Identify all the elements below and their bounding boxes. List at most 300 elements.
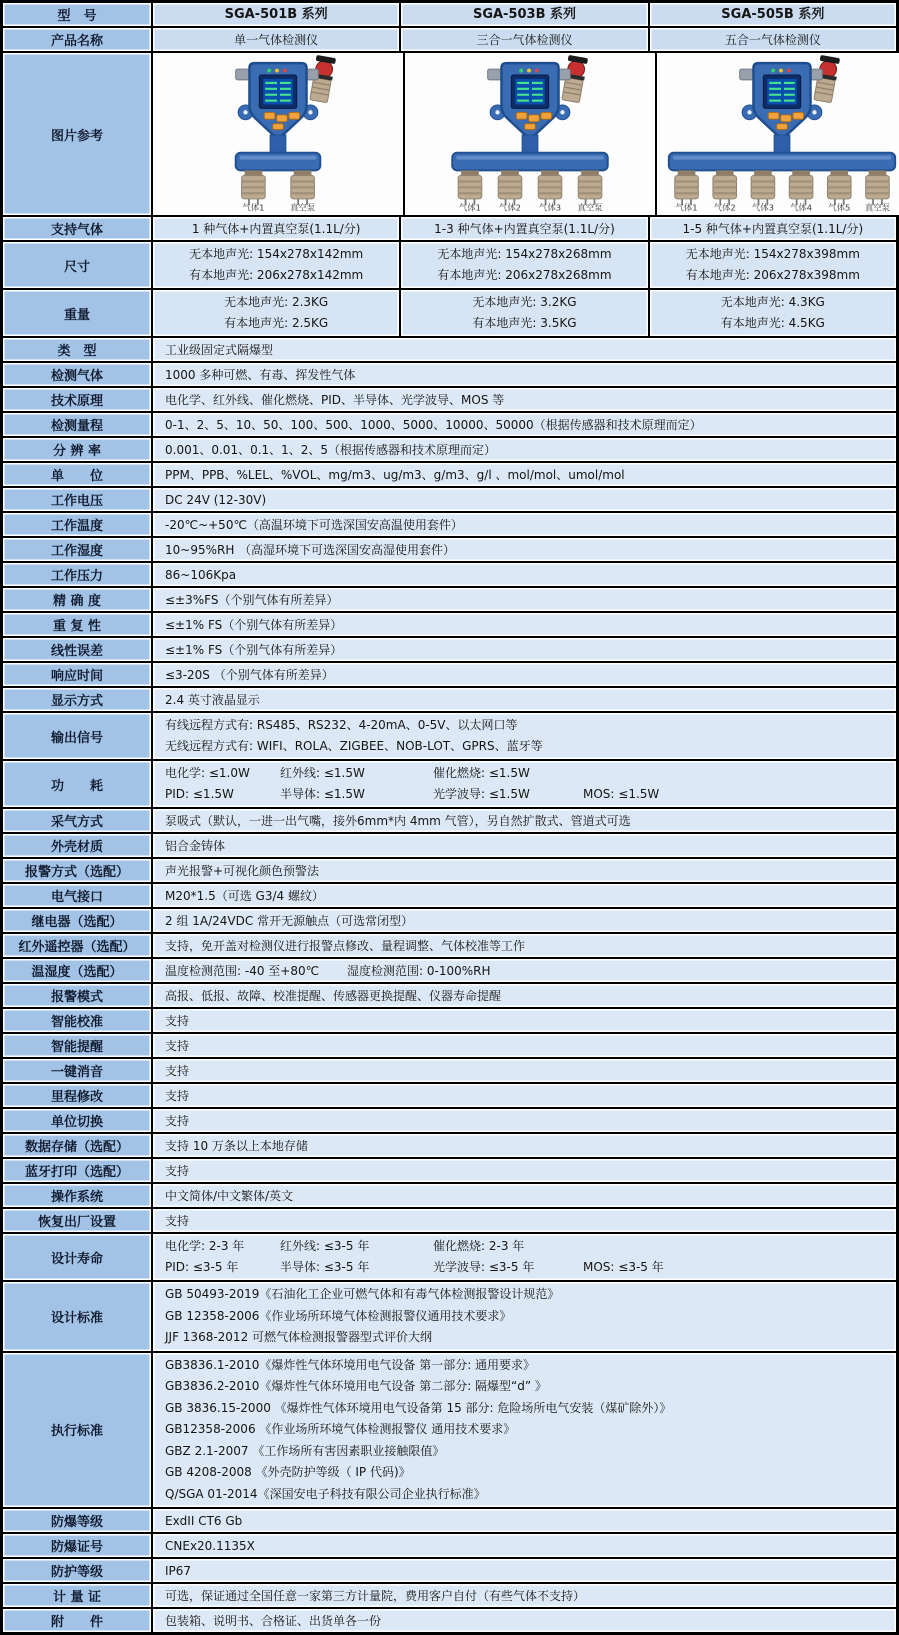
value-segment: 无线远程方式有: WIFI、ROLA、ZIGBEE、NOB-LOT、GPRS、蓝牙等	[165, 739, 543, 753]
cell-line	[165, 937, 525, 955]
value-segment: 支持	[165, 1213, 190, 1228]
row-label-output: 输出信号	[2, 712, 152, 760]
cell-bt-print	[152, 1158, 897, 1183]
table-row-accuracy	[2, 587, 897, 612]
cell-line	[165, 1112, 189, 1130]
row-label-design-std: 设计标准	[2, 1281, 152, 1352]
row-label-type: 类 型	[2, 337, 152, 362]
cell-tech-principle	[152, 387, 897, 412]
cell-line	[165, 641, 342, 659]
cell-line	[165, 366, 355, 384]
value-segment: 支持 10 万条以上本地存储	[165, 1138, 308, 1153]
cell-line: 无本地声光: 154x278x142mm	[189, 247, 364, 261]
cell-line: 无本地声光: 2.3KG	[224, 295, 329, 309]
cell-line: SGA-503B 系列	[472, 6, 577, 22]
value-segment: 铝合金铸体	[165, 838, 226, 853]
value-segment: 86~106Kpa	[165, 567, 237, 582]
value-segment: GB3836.1-2010《爆炸性气体环境用电气设备 第一部分: 通用要求》	[165, 1357, 536, 1372]
value-segment: 可选，保证通过全国任意一家第三方计量院，费用客户自付（有些气体不支持）	[165, 1588, 586, 1603]
cell-line: 1-3 种气体+内置真空泵(1.1L/分)	[434, 221, 615, 236]
cell-os	[152, 1183, 897, 1208]
value-segment: GBZ 2.1-2007 《工作场所有害因素职业接触限值》	[165, 1443, 445, 1458]
sensor-cylinder	[713, 170, 737, 204]
cell-line: 有本地声光: 206x278x398mm	[685, 268, 860, 282]
cell-line: 有本地声光: 206x278x142mm	[189, 268, 364, 282]
value-segment: M20*1.5（可选 G3/4 螺纹）	[165, 888, 324, 903]
table-row-design-std	[2, 1281, 897, 1352]
table-row-range-modify	[2, 1083, 897, 1108]
cell-line: SGA-505B 系列	[721, 6, 825, 22]
cell-product-name-1	[400, 27, 648, 52]
cell-line: 三合一气体检测仪	[476, 32, 573, 47]
table-row-supported-gas	[2, 216, 897, 241]
sensor-label: 真空泵	[290, 202, 316, 213]
cell-line	[165, 1327, 432, 1349]
cell-range	[152, 412, 897, 437]
value-segment: GB 3836.15-2000 《爆炸性气体环境用电气设备第 15 部分: 危险场所电气安装（煤矿除外）》	[165, 1400, 672, 1415]
table-row-resolution	[2, 437, 897, 462]
value-segment: 电化学: ≤1.0W	[165, 766, 250, 780]
cell-line	[165, 591, 338, 609]
sensor-cylinder	[751, 170, 775, 204]
table-row-electrical-port	[2, 883, 897, 908]
table-row-mute	[2, 1058, 897, 1083]
value-segment: 温度检测范围: -40 至+80℃	[165, 963, 320, 978]
value-segment: GB 50493-2019《石油化工企业可燃气体和有毒气体检测报警设计规范》	[165, 1287, 560, 1301]
cell-line	[165, 1419, 515, 1441]
cell-line	[165, 1462, 411, 1484]
value-segment: 支持	[165, 1113, 190, 1128]
cell-line	[165, 1137, 308, 1155]
cell-accessories	[152, 1608, 897, 1633]
table-row-storage	[2, 1133, 897, 1158]
value-segment: 0-1、2、5、10、50、100、500、1000、5000、10000、50000（根据传感器和技术原理而定）	[165, 417, 702, 432]
value-segment: 声光报警+可视化颜色预警法	[165, 863, 320, 878]
cell-supported-gas-0	[152, 216, 400, 241]
cell-supported-gas-1	[400, 216, 648, 241]
cell-line: 无本地声光: 154x278x398mm	[685, 247, 860, 261]
cell-power	[152, 760, 897, 808]
cell-dimensions-0	[152, 241, 400, 289]
table-row-ir-remote	[2, 933, 897, 958]
cell-product-name-2	[649, 27, 897, 52]
cell-line	[165, 912, 413, 930]
row-label-repeatability: 重 复 性	[2, 612, 152, 637]
value-segment: 支持	[165, 1088, 190, 1103]
value-segment: ≤±1% FS（个别气体有所差异）	[165, 617, 343, 632]
row-label-accuracy: 精 确 度	[2, 587, 152, 612]
cell-line	[165, 812, 631, 830]
cell-line: 无本地声光: 4.3KG	[720, 295, 825, 309]
cell-line	[165, 1376, 547, 1398]
table-row-image-ref	[2, 52, 897, 216]
table-row-unit	[2, 462, 897, 487]
cell-type	[152, 337, 897, 362]
sensor-label: 气体1	[242, 202, 265, 213]
value-segment: GB3836.2-2010《爆炸性气体环境用电气设备 第二部分: 隔爆型“d” 》	[165, 1379, 547, 1393]
cell-relay	[152, 908, 897, 933]
row-label-model: 型 号	[2, 2, 152, 27]
row-label-explosion-grade: 防爆等级	[2, 1508, 152, 1533]
table-row-linearity	[2, 637, 897, 662]
cell-response	[152, 662, 897, 687]
cell-smart-cal	[152, 1008, 897, 1033]
sensor-cylinder	[538, 170, 562, 204]
cell-line	[165, 887, 324, 905]
cell-output	[152, 712, 897, 760]
table-row-range	[2, 412, 897, 437]
cell-lifetime	[152, 1233, 897, 1281]
table-row-metering-cert	[2, 1583, 897, 1608]
value-segment: GB 4208-2008 《外壳防护等级（ IP 代码)》	[165, 1465, 411, 1479]
value-segment: 支持	[165, 1038, 190, 1053]
value-segment: 催化燃烧: ≤1.5W	[433, 766, 530, 780]
value-segment: GB12358-2006 《作业场所环境气体检测报警仪 通用技术要求》	[165, 1422, 516, 1436]
row-label-factory-reset: 恢复出厂设置	[2, 1208, 152, 1233]
value-segment: 泵吸式（默认，一进一出气嘴，接外6mm*内 4mm 气管），另自然扩散式、管道式可选	[165, 813, 631, 828]
table-row-power	[2, 760, 897, 808]
cell-line	[165, 962, 491, 980]
cell-line	[165, 491, 266, 509]
cell-linearity	[152, 637, 897, 662]
cell-line	[165, 763, 583, 784]
table-row-bt-print	[2, 1158, 897, 1183]
value-segment: IP67	[165, 1563, 192, 1578]
table-row-exec-std	[2, 1352, 897, 1509]
table-row-temp-humidity	[2, 958, 897, 983]
value-segment: 支持	[165, 1163, 190, 1178]
value-segment: GB 12358-2006《作业场所环境气体检测报警仪通用技术要求》	[165, 1308, 512, 1323]
sensor-cylinder	[827, 170, 851, 204]
value-segment: 湿度检测范围: 0-100%RH	[347, 963, 491, 978]
table-row-factory-reset	[2, 1208, 897, 1233]
row-label-response: 响应时间	[2, 662, 152, 687]
table-row-accessories	[2, 1608, 897, 1633]
cell-line	[165, 1537, 255, 1555]
cell-line	[165, 1062, 189, 1080]
row-label-metering-cert: 计 量 证	[2, 1583, 152, 1608]
gas-detector-device-icon	[659, 55, 899, 213]
sensor-cylinder	[789, 170, 813, 204]
value-segment: 高报、低报、故障、校准提醒、传感器更换提醒、仪器寿命提醒	[165, 988, 502, 1003]
table-row-type	[2, 337, 897, 362]
cell-line	[165, 466, 625, 484]
table-row-alarm-method	[2, 858, 897, 883]
cell-line	[165, 1012, 189, 1030]
value-segment: 工业级固定式隔爆型	[165, 342, 274, 357]
cell-line	[165, 1162, 189, 1180]
table-row-explosion-grade	[2, 1508, 897, 1533]
product-image-2	[656, 52, 899, 216]
sensor-label: 气体3	[538, 202, 562, 213]
cell-line	[165, 1612, 381, 1630]
cell-explosion-cert	[152, 1533, 897, 1558]
cell-line: 无本地声光: 3.2KG	[472, 295, 577, 309]
cell-line	[165, 1187, 293, 1205]
row-label-image-ref: 图片参考	[2, 52, 152, 216]
cell-line	[165, 341, 273, 359]
cell-line	[165, 1484, 486, 1506]
cell-line	[165, 1306, 511, 1328]
cell-line	[165, 862, 319, 880]
row-label-product-name: 产品名称	[2, 27, 152, 52]
value-segment: DC 24V (12-30V)	[165, 492, 267, 507]
row-label-dimensions: 尺寸	[2, 241, 152, 289]
value-segment: （高湿环境下可选深国安高湿使用套件）	[239, 542, 456, 557]
cell-line	[165, 691, 260, 709]
cell-resolution	[152, 437, 897, 462]
row-label-exec-std: 执行标准	[2, 1352, 152, 1509]
row-label-work-temp: 工作温度	[2, 512, 152, 537]
cell-ip-grade	[152, 1558, 897, 1583]
sensor-cylinder	[291, 170, 315, 204]
cell-range-modify	[152, 1083, 897, 1108]
sensor-label: 真空泵	[577, 202, 603, 213]
value-segment: Q/SGA 01-2014《深国安电子科技有限公司企业执行标准》	[165, 1486, 486, 1501]
cell-line	[165, 1398, 671, 1420]
row-label-ir-remote: 红外遥控器（选配）	[2, 933, 152, 958]
cell-design-std	[152, 1281, 897, 1352]
cell-line	[165, 391, 504, 409]
cell-sampling	[152, 808, 897, 833]
sensor-label: 气体3	[751, 202, 774, 213]
value-segment: PID: ≤3-5 年	[165, 1260, 239, 1274]
row-label-temp-humidity: 温湿度（选配）	[2, 958, 152, 983]
sensor-cylinder	[675, 170, 699, 204]
sensor-label: 气体2	[713, 202, 736, 213]
detector-head	[740, 63, 823, 136]
cell-smart-remind	[152, 1033, 897, 1058]
value-segment: MOS: ≤1.5W	[583, 787, 660, 801]
sensor-label: 气体1	[458, 202, 481, 213]
row-label-detect-gas: 检测气体	[2, 362, 152, 387]
value-segment: 光学波导: ≤3-5 年	[433, 1260, 535, 1274]
cell-work-temp	[152, 512, 897, 537]
table-row-detect-gas	[2, 362, 897, 387]
cell-line: 1 种气体+内置真空泵(1.1L/分)	[191, 221, 361, 236]
table-row-smart-remind	[2, 1033, 897, 1058]
cell-humidity	[152, 537, 897, 562]
cell-temp-humidity	[152, 958, 897, 983]
row-label-explosion-cert: 防爆证号	[2, 1533, 152, 1558]
cell-dimensions-2	[649, 241, 897, 289]
cell-weight-0	[152, 289, 400, 337]
row-label-lifetime: 设计寿命	[2, 1233, 152, 1281]
value-segment: 0.001、0.01、0.1、1、2、5（根据传感器和技术原理而定）	[165, 442, 497, 457]
value-segment: 半导体: ≤1.5W	[280, 787, 365, 801]
value-segment: CNEx20.1135X	[165, 1538, 255, 1553]
row-label-humidity: 工作湿度	[2, 537, 152, 562]
value-segment: 支持，免开盖对检测仪进行报警点修改、量程调整、气体校准等工作	[165, 938, 526, 953]
row-label-unit-switch: 单位切换	[2, 1108, 152, 1133]
cell-explosion-grade	[152, 1508, 897, 1533]
cell-line: 有本地声光: 2.5KG	[224, 316, 329, 330]
value-segment: 1000 多种可燃、有毒、挥发性气体	[165, 367, 356, 382]
cell-display	[152, 687, 897, 712]
cell-line	[165, 784, 659, 805]
cell-mute	[152, 1058, 897, 1083]
cell-line	[165, 715, 518, 736]
table-row-explosion-cert	[2, 1533, 897, 1558]
sensor-cylinder	[498, 170, 522, 204]
table-row-shell	[2, 833, 897, 858]
row-label-range: 检测量程	[2, 412, 152, 437]
detector-head	[488, 63, 571, 136]
value-segment: ≤±3%FS（个别气体有所差异）	[165, 592, 339, 607]
row-label-smart-remind: 智能提醒	[2, 1033, 152, 1058]
cell-line	[165, 541, 455, 559]
table-row-relay	[2, 908, 897, 933]
cell-pressure	[152, 562, 897, 587]
sensor-cylinder	[242, 170, 266, 204]
value-segment: 包装箱、说明书、合格证、出货单各一份	[165, 1613, 382, 1628]
row-label-os: 操作系统	[2, 1183, 152, 1208]
cell-line	[165, 1037, 189, 1055]
row-label-resolution: 分 辨 率	[2, 437, 152, 462]
cell-alarm-method	[152, 858, 897, 883]
cell-line	[165, 1512, 242, 1530]
value-segment: 支持	[165, 1013, 190, 1028]
cell-unit	[152, 462, 897, 487]
cell-ir-remote	[152, 933, 897, 958]
table-row-model	[2, 2, 897, 27]
sensor-cylinder	[578, 170, 602, 204]
value-segment: 半导体: ≤3-5 年	[280, 1260, 370, 1274]
cell-weight-1	[400, 289, 648, 337]
table-row-lifetime	[2, 1233, 897, 1281]
row-label-power: 功 耗	[2, 760, 152, 808]
value-segment: PPM、PPB、%LEL、%VOL、mg/m3、ug/m3、g/m3、g/l 、mol/mol、umol/mol	[165, 467, 625, 482]
cell-factory-reset	[152, 1208, 897, 1233]
cell-line: 无本地声光: 154x278x268mm	[437, 247, 612, 261]
row-label-tech-principle: 技术原理	[2, 387, 152, 412]
cell-line: SGA-501B 系列	[224, 6, 328, 22]
cell-line	[165, 736, 543, 757]
value-segment: JJF 1368-2012 可燃气体检测报警器型式评价大纲	[165, 1330, 433, 1344]
table-row-dimensions	[2, 241, 897, 289]
cell-line: 有本地声光: 3.5KG	[472, 316, 577, 330]
value-segment: 有线远程方式有: RS485、RS232、4-20mA、0-5V、以太网口等	[165, 718, 518, 732]
cell-alarm-modes	[152, 983, 897, 1008]
row-label-voltage: 工作电压	[2, 487, 152, 512]
sensor-label: 气体5	[828, 202, 851, 213]
row-label-unit: 单 位	[2, 462, 152, 487]
table-row-voltage	[2, 487, 897, 512]
cell-model-2	[649, 2, 897, 27]
cell-repeatability	[152, 612, 897, 637]
cell-metering-cert	[152, 1583, 897, 1608]
row-label-electrical-port: 电气接口	[2, 883, 152, 908]
value-segment: 2.4 英寸液晶显示	[165, 692, 260, 707]
cell-shell	[152, 833, 897, 858]
product-image-1	[404, 52, 656, 216]
cell-line	[165, 416, 702, 434]
value-segment: 光学波导: ≤1.5W	[433, 787, 530, 801]
table-row-repeatability	[2, 612, 897, 637]
detector-head	[236, 63, 319, 136]
table-row-product-name	[2, 27, 897, 52]
row-label-bt-print: 蓝牙打印（选配）	[2, 1158, 152, 1183]
cell-line	[165, 441, 496, 459]
gas-detector-device-icon	[155, 55, 401, 213]
cell-detect-gas	[152, 362, 897, 387]
sensor-label: 气体2	[498, 202, 522, 213]
cell-accuracy	[152, 587, 897, 612]
table-row-work-temp	[2, 512, 897, 537]
row-label-mute: 一键消音	[2, 1058, 152, 1083]
value-segment: 电化学: 2-3 年	[165, 1239, 245, 1253]
cell-line	[165, 1284, 559, 1306]
value-segment: -20℃~+50℃（高温环境下可选深国安高温使用套件）	[165, 517, 463, 532]
value-segment: MOS: ≤3-5 年	[583, 1260, 664, 1274]
cell-line	[165, 566, 236, 584]
value-segment: 支持	[165, 1063, 190, 1078]
cell-voltage	[152, 487, 897, 512]
cell-dimensions-1	[400, 241, 648, 289]
cell-supported-gas-2	[649, 216, 897, 241]
table-row-ip-grade	[2, 1558, 897, 1583]
value-segment: 电化学、红外线、催化燃烧、PID、半导体、光学波导、MOS 等	[165, 392, 505, 407]
row-label-ip-grade: 防护等级	[2, 1558, 152, 1583]
table-row-smart-cal	[2, 1008, 897, 1033]
table-row-alarm-modes	[2, 983, 897, 1008]
value-segment: ≤3-20S （个别气体有所差异）	[165, 667, 334, 682]
value-segment: 红外线: ≤1.5W	[280, 766, 365, 780]
row-label-pressure: 工作压力	[2, 562, 152, 587]
row-label-display: 显示方式	[2, 687, 152, 712]
gas-detector-device-icon	[407, 55, 653, 213]
value-segment: ≤±1% FS（个别气体有所差异）	[165, 642, 343, 657]
row-label-shell: 外壳材质	[2, 833, 152, 858]
value-segment: 催化燃烧: 2-3 年	[433, 1239, 525, 1253]
cell-line	[165, 1236, 583, 1257]
cell-line	[165, 1562, 191, 1580]
row-label-supported-gas: 支持气体	[2, 216, 152, 241]
cell-unit-switch	[152, 1108, 897, 1133]
cell-line: 单一气体检测仪	[234, 32, 319, 47]
table-row-response	[2, 662, 897, 687]
row-label-sampling: 采气方式	[2, 808, 152, 833]
table-row-output	[2, 712, 897, 760]
cell-line	[165, 666, 334, 684]
cell-model-1	[400, 2, 648, 27]
sensor-label: 气体4	[790, 202, 813, 213]
cell-exec-std	[152, 1352, 897, 1509]
cell-line: 1-5 种气体+内置真空泵(1.1L/分)	[682, 221, 864, 236]
sensor-cylinder	[458, 170, 482, 204]
row-label-alarm-method: 报警方式（选配）	[2, 858, 152, 883]
cell-line: 有本地声光: 4.5KG	[720, 316, 825, 330]
cell-product-name-0	[152, 27, 400, 52]
table-row-display	[2, 687, 897, 712]
row-label-relay: 继电器（选配）	[2, 908, 152, 933]
cell-line	[165, 516, 463, 534]
cell-electrical-port	[152, 883, 897, 908]
table-row-os	[2, 1183, 897, 1208]
cell-line	[165, 1212, 189, 1230]
row-label-range-modify: 里程修改	[2, 1083, 152, 1108]
cell-line	[165, 1441, 444, 1463]
cell-line	[165, 1087, 189, 1105]
cell-storage	[152, 1133, 897, 1158]
table-row-unit-switch	[2, 1108, 897, 1133]
cell-line	[165, 1355, 535, 1377]
table-row-pressure	[2, 562, 897, 587]
sensor-label: 气体1	[675, 202, 698, 213]
cell-line: 五合一气体检测仪	[724, 32, 821, 47]
value-segment: ExdII CT6 Gb	[165, 1513, 243, 1528]
value-segment: 中文简体/中文繁体/英文	[165, 1188, 294, 1203]
